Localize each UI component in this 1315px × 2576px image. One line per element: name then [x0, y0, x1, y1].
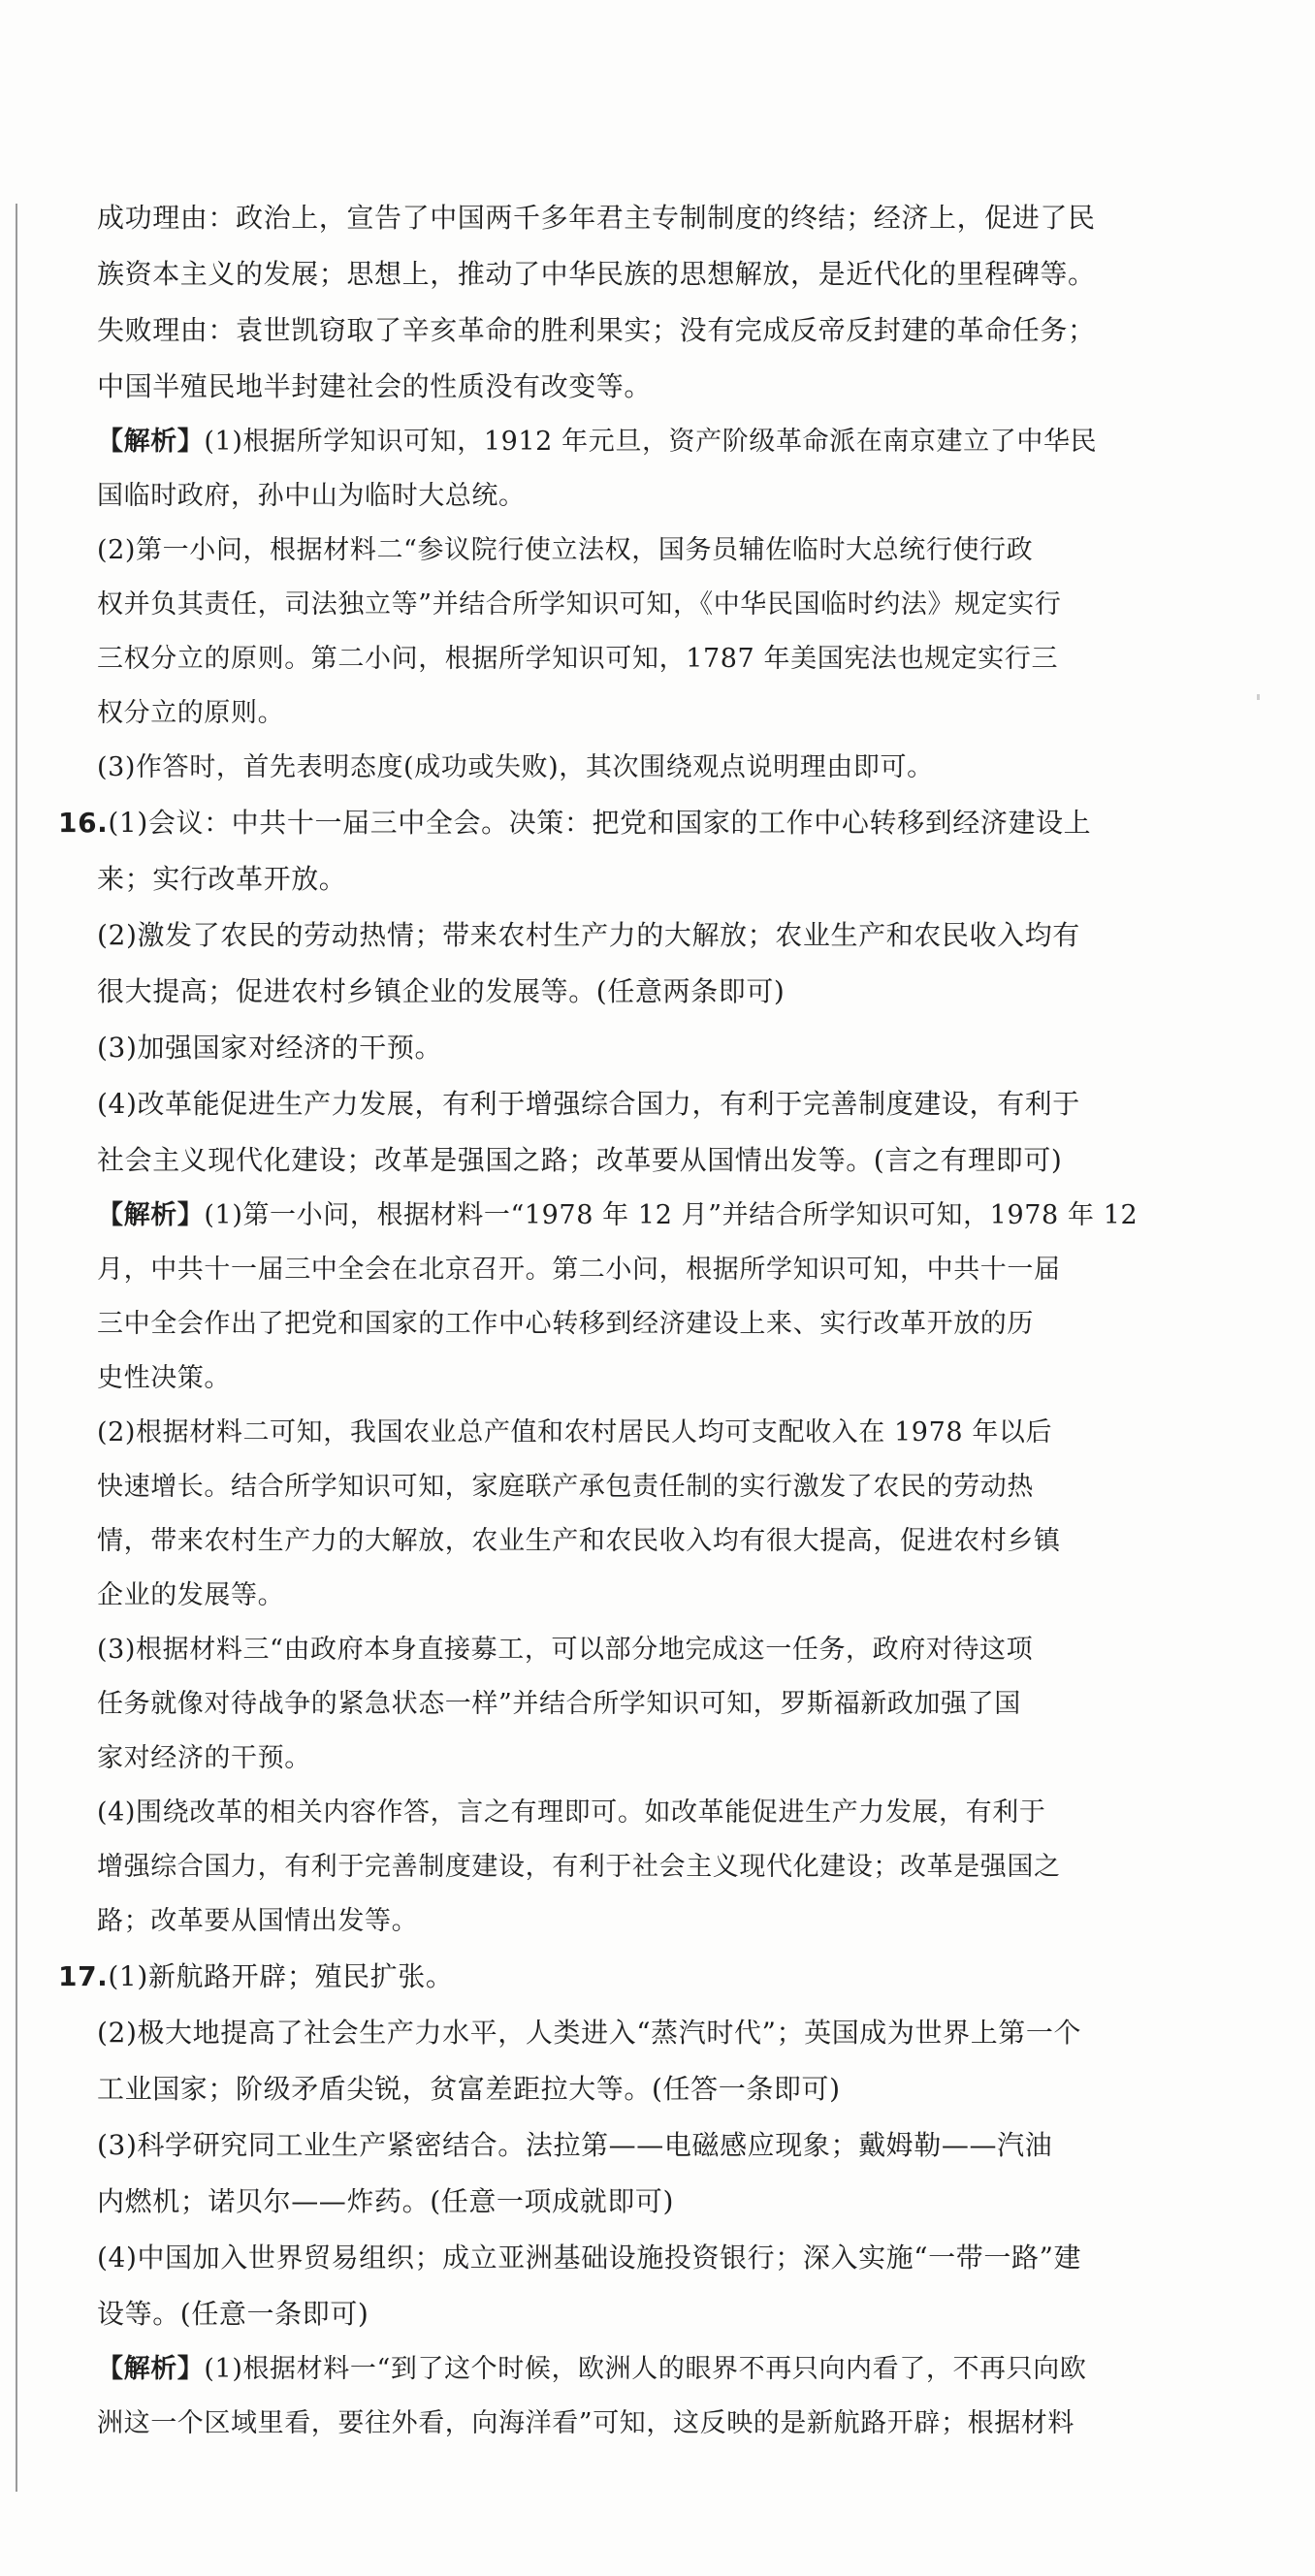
margin-rule	[16, 204, 17, 2492]
text-line: (3)科学研究同工业生产紧密结合。法拉第——电磁感应现象；戴姆勒——汽油	[97, 2129, 1053, 2161]
text-line: (3)加强国家对经济的干预。	[97, 1032, 443, 1064]
analysis-tag: 【解析】	[97, 1200, 205, 1230]
text-line: 月，中共十一届三中全会在北京召开。第二小问，根据所学知识可知，中共十一届	[97, 1255, 1061, 1285]
text-line: 快速增长。结合所学知识可知，家庭联产承包责任制的实行激发了农民的劳动热	[97, 1472, 1034, 1502]
text-line: 族资本主义的发展；思想上，推动了中华民族的思想解放，是近代化的里程碑等。	[97, 258, 1096, 290]
question-number: 17.	[58, 1960, 109, 1992]
text-line: 三中全会作出了把党和国家的工作中心转移到经济建设上来、实行改革开放的历	[97, 1309, 1034, 1339]
text-line: 成功理由：政治上，宣告了中国两千多年君主专制制度的终结；经济上，促进了民	[97, 202, 1096, 234]
text-line: 社会主义现代化建设；改革是强国之路；改革要从国情出发等。(言之有理即可)	[97, 1144, 1063, 1176]
text-line: 设等。(任意一条即可)	[97, 2298, 369, 2330]
text-line: 任务就像对待战争的紧急状态一样”并结合所学知识可知，罗斯福新政加强了国	[97, 1689, 1021, 1719]
text-line: 洲这一个区域里看，要往外看，向海洋看”可知，这反映的是新航路开辟；根据材料	[97, 2408, 1075, 2438]
text-line: 工业国家；阶级矛盾尖锐，贫富差距拉大等。(任答一条即可)	[97, 2073, 841, 2105]
text-line: 来；实行改革开放。	[97, 863, 347, 895]
text-line: 家对经济的干预。	[97, 1743, 311, 1773]
question-16-line: 16.(1)会议：中共十一届三中全会。决策：把党和国家的工作中心转移到经济建设上	[58, 807, 1092, 839]
text-line: (2)第一小问，根据材料二“参议院行使立法权，国务员辅佐临时大总统行使行政	[97, 535, 1034, 565]
text-line: 国临时政府，孙中山为临时大总统。	[97, 481, 526, 511]
analysis-line: 【解析】(1)根据材料一“到了这个时候，欧洲人的眼界不再只向内看了，不再只向欧	[97, 2354, 1087, 2384]
text-line: 史性决策。	[97, 1363, 231, 1393]
text-line: (2)根据材料二可知，我国农业总产值和农村居民人均可支配收入在 1978 年以后	[97, 1417, 1053, 1447]
analysis-line: 【解析】(1)第一小问，根据材料一“1978 年 12 月”并结合所学知识可知，1978 年 12	[97, 1200, 1139, 1230]
text-line: 中国半殖民地半封建社会的性质没有改变等。	[97, 370, 653, 402]
analysis-tag: 【解析】	[97, 2354, 205, 2384]
text-line: 失败理由：袁世凯窃取了辛亥革命的胜利果实；没有完成反帝反封建的革命任务；	[97, 314, 1096, 346]
analysis-tag: 【解析】	[97, 427, 205, 457]
text-line: (3)根据材料三“由政府本身直接募工，可以部分地完成这一任务，政府对待这项	[97, 1635, 1034, 1665]
text-line: 权分立的原则。	[97, 698, 285, 728]
text-line: 情，带来农村生产力的大解放，农业生产和农民收入均有很大提高，促进农村乡镇	[97, 1526, 1061, 1556]
answer-text	[58, 190, 1139, 2451]
text-line: 很大提高；促进农村乡镇企业的发展等。(任意两条即可)	[97, 975, 786, 1007]
text-line: (4)改革能促进生产力发展，有利于增强综合国力，有利于完善制度建设，有利于	[97, 1088, 1080, 1120]
text-line: (4)中国加入世界贸易组织；成立亚洲基础设施投资银行；深入实施“一带一路”建	[97, 2242, 1082, 2274]
text-line: (2)激发了农民的劳动热情；带来农村生产力的大解放；农业生产和农民收入均有	[97, 919, 1080, 951]
text-line: 三权分立的原则。第二小问，根据所学知识可知，1787 年美国宪法也规定实行三	[97, 644, 1059, 674]
scan-speck	[1257, 694, 1260, 700]
text-line: 权并负其责任，司法独立等”并结合所学知识可知，《中华民国临时约法》规定实行	[97, 589, 1062, 620]
text-line: 增强综合国力，有利于完善制度建设，有利于社会主义现代化建设；改革是强国之	[97, 1852, 1061, 1882]
text-line: (3)作答时，首先表明态度(成功或失败)，其次围绕观点说明理由即可。	[97, 752, 934, 782]
text-line: (2)极大地提高了社会生产力水平，人类进入“蒸汽时代”；英国成为世界上第一个	[97, 2017, 1082, 2049]
text-line: 内燃机；诺贝尔——炸药。(任意一项成就即可)	[97, 2185, 675, 2217]
question-17-line: 17.(1)新航路开辟；殖民扩张。	[58, 1960, 454, 1992]
text-line: 企业的发展等。	[97, 1580, 285, 1610]
text-line: (4)围绕改革的相关内容作答，言之有理即可。如改革能促进生产力发展，有利于	[97, 1797, 1046, 1828]
text-line: 路；改革要从国情出发等。	[97, 1906, 419, 1936]
analysis-line: 【解析】(1)根据所学知识可知，1912 年元旦，资产阶级革命派在南京建立了中华民	[97, 427, 1098, 457]
question-number: 16.	[58, 807, 109, 839]
